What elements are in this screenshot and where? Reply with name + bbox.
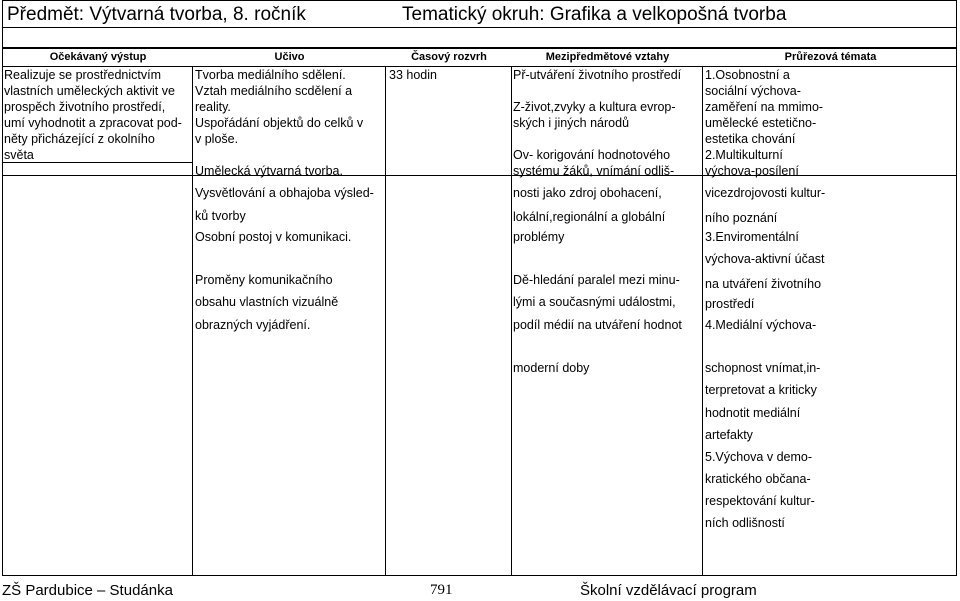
text-line: výchova-aktivní účast: [705, 252, 825, 266]
text-line: Vysvětlování a obhajoba výsled-: [195, 186, 374, 200]
text-line: podíl médií na utváření hodnot: [513, 318, 682, 332]
text-line: prospěch životního prostředí,: [4, 100, 166, 114]
text-line: něty přicházející z okolního: [4, 132, 155, 146]
text-line: schopnost vnímat,in-: [705, 361, 821, 375]
text-line: Ov- korigování hodnotového: [513, 148, 671, 162]
text-line: umí vyhodnotit a zpracovat pod-: [4, 116, 182, 130]
text-line: 33 hodin: [389, 68, 437, 82]
text-line: prostředí: [705, 297, 755, 311]
footer-page-number: 791: [430, 582, 453, 598]
text-line: Proměny komunikačního: [195, 273, 333, 287]
text-line: obsahu vlastních vizuálně: [195, 295, 339, 309]
text-line: problémy: [513, 230, 565, 244]
text-line: systému žáků, vnímání odliš-: [513, 164, 675, 178]
text-line: umělecké estetično-: [705, 116, 817, 130]
text-line: na utváření životního: [705, 277, 822, 291]
header-curriculum: Učivo: [274, 51, 305, 63]
subject-title: Předmět: Výtvarná tvorba, 8. ročník: [7, 4, 306, 25]
text-line: hodnotit mediální: [705, 406, 801, 420]
text-line: lými a současnými událostmi,: [513, 295, 676, 309]
header-expected-output: Očekávaný výstup: [49, 51, 147, 63]
text-line: ního poznání: [705, 211, 778, 225]
text-line: kratického občana-: [705, 472, 811, 486]
text-line: terpretovat a kriticky: [705, 383, 817, 397]
spacer-row: [2, 27, 957, 48]
text-line: estetika chování: [705, 132, 796, 146]
text-line: obrazných vyjádření.: [195, 318, 311, 332]
title-bar: [2, 0, 957, 28]
text-line: 2.Multikulturní: [705, 148, 783, 162]
text-line: Dě-hledání paralel mezi minu-: [513, 273, 680, 287]
text-line: 5.Výchova v demo-: [705, 450, 812, 464]
text-line: reality.: [195, 100, 231, 114]
text-line: světa: [4, 148, 34, 162]
text-line: Realizuje se prostřednictvím: [4, 68, 162, 82]
text-line: sociální výchova-: [705, 84, 801, 98]
text-line: ků tvorby: [195, 209, 246, 223]
topic-title: Tematický okruh: Grafika a velkopošná tvorba: [402, 4, 787, 25]
text-line: 4.Mediální výchova-: [705, 318, 817, 332]
text-line: vicezdrojovosti kultur-: [705, 186, 826, 200]
text-line: ních odlišností: [705, 516, 785, 530]
text-line: lokální,regionální a globální: [513, 210, 666, 224]
footer-document-name: Školní vzdělávací program: [580, 582, 757, 599]
text-line: artefakty: [705, 428, 753, 442]
text-line: Vztah mediálního scdělení a: [195, 84, 353, 98]
text-line: Osobní postoj v komunikaci.: [195, 230, 352, 244]
text-line: zaměření na mmimo-: [705, 100, 824, 114]
text-line: moderní doby: [513, 361, 590, 375]
text-line: Uspořádání objektů do celků v: [195, 116, 364, 130]
text-line: v ploše.: [195, 132, 239, 146]
text-line: Př-utváření životního prostředí: [513, 68, 682, 82]
text-line: ských i jiných národů: [513, 116, 630, 130]
text-line: respektování kultur-: [705, 494, 815, 508]
text-line: výchova-posílení: [705, 164, 799, 178]
footer-school: ZŠ Pardubice – Studánka: [2, 582, 173, 599]
text-line: 3.Enviromentální: [705, 230, 799, 244]
header-schedule: Časový rozvrh: [411, 51, 487, 63]
text-line: 1.Osobnostní a: [705, 68, 790, 82]
text-line: Z-život,zvyky a kultura evrop-: [513, 100, 676, 114]
header-cross-curricular: Mezipředmětové vztahy: [545, 51, 670, 63]
text-line: vlastních uměleckých aktivit ve: [4, 84, 175, 98]
header-cross-cutting-themes: Průřezová témata: [784, 51, 877, 63]
text-line: Umělecká výtvarná tvorba.: [195, 164, 343, 178]
text-line: nosti jako zdroj obohacení,: [513, 186, 662, 200]
text-line: Tvorba mediálního sdělení.: [195, 68, 346, 82]
table-header: [2, 48, 957, 67]
